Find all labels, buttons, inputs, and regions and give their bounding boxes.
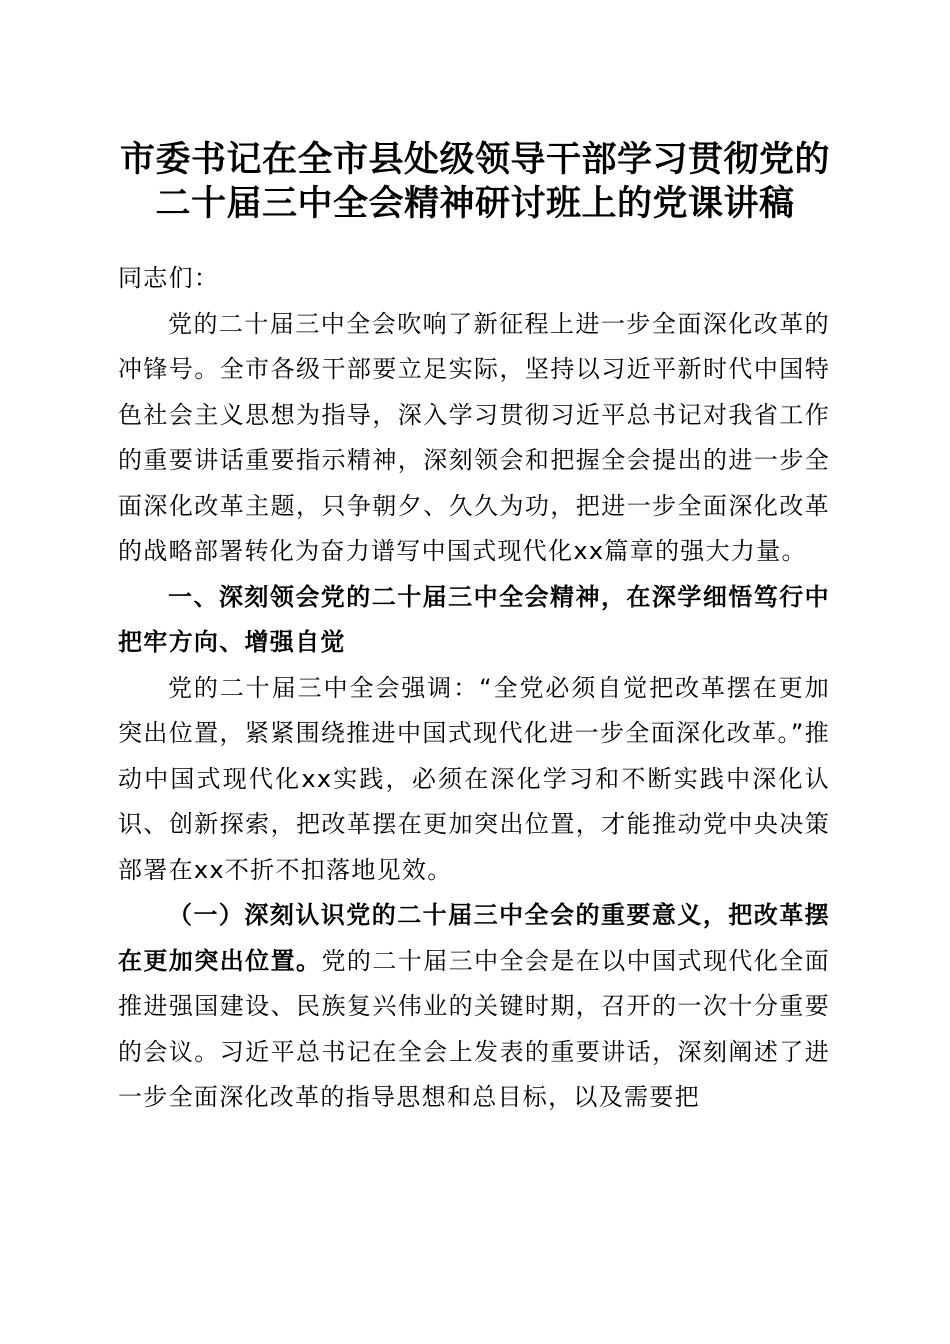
document-body <box>118 256 830 1121</box>
salutation: 同志们： <box>118 264 220 292</box>
document-title-line-1: 市委书记在全市县处级领导干部学习贯彻党的 <box>119 139 830 180</box>
document-title-line-2: 二十届三中全会精神研讨班上的党课讲稿 <box>155 183 795 224</box>
subsection-heading-1: （一）深刻认识党的二十届三中全会的重要意义，把改革摆在更加突出位置。 <box>118 901 830 975</box>
subsection-1-text: 党的二十届三中全会是在以中国式现代化全面推进强国建设、民族复兴伟业的关键时期，召开的一次十分重要的会议。习近平总书记在全会上发表的重要讲话，深刻阐述了进一步全面深化改革的指导思想和总目标，以及需要把 <box>118 946 830 1111</box>
paragraph-section-1: 党的二十届三中全会强调：“全党必须自觉把改革摆在更加突出位置，紧紧围绕推进中国式现代化进一步全面深化改革。”推动中国式现代化xx实践，必须在深化学习和不断实践中深化认识、创新探索，把改革摆在更加突出位置，才能推动党中央决策部署在xx不折不扣落地见效。 <box>118 673 830 884</box>
paragraph-subsection-1 <box>118 893 830 1121</box>
section-heading-1: 一、深刻领会党的二十届三中全会精神，在深学细悟笃行中把牢方向、增强自觉 <box>118 582 830 656</box>
paragraph-intro: 党的二十届三中全会吹响了新征程上进一步全面深化改革的冲锋号。全市各级干部要立足实际，坚持以习近平新时代中国特色社会主义思想为指导，深入学习贯彻习近平总书记对我省工作的重要讲话重要指示精神，深刻领会和把握全会提出的进一步全面深化改革主题，只争朝夕、久久为功，把进一步全面深化改革的战略部署转化为奋力谱写中国式现代化xx篇章的强大力量。 <box>118 309 830 565</box>
